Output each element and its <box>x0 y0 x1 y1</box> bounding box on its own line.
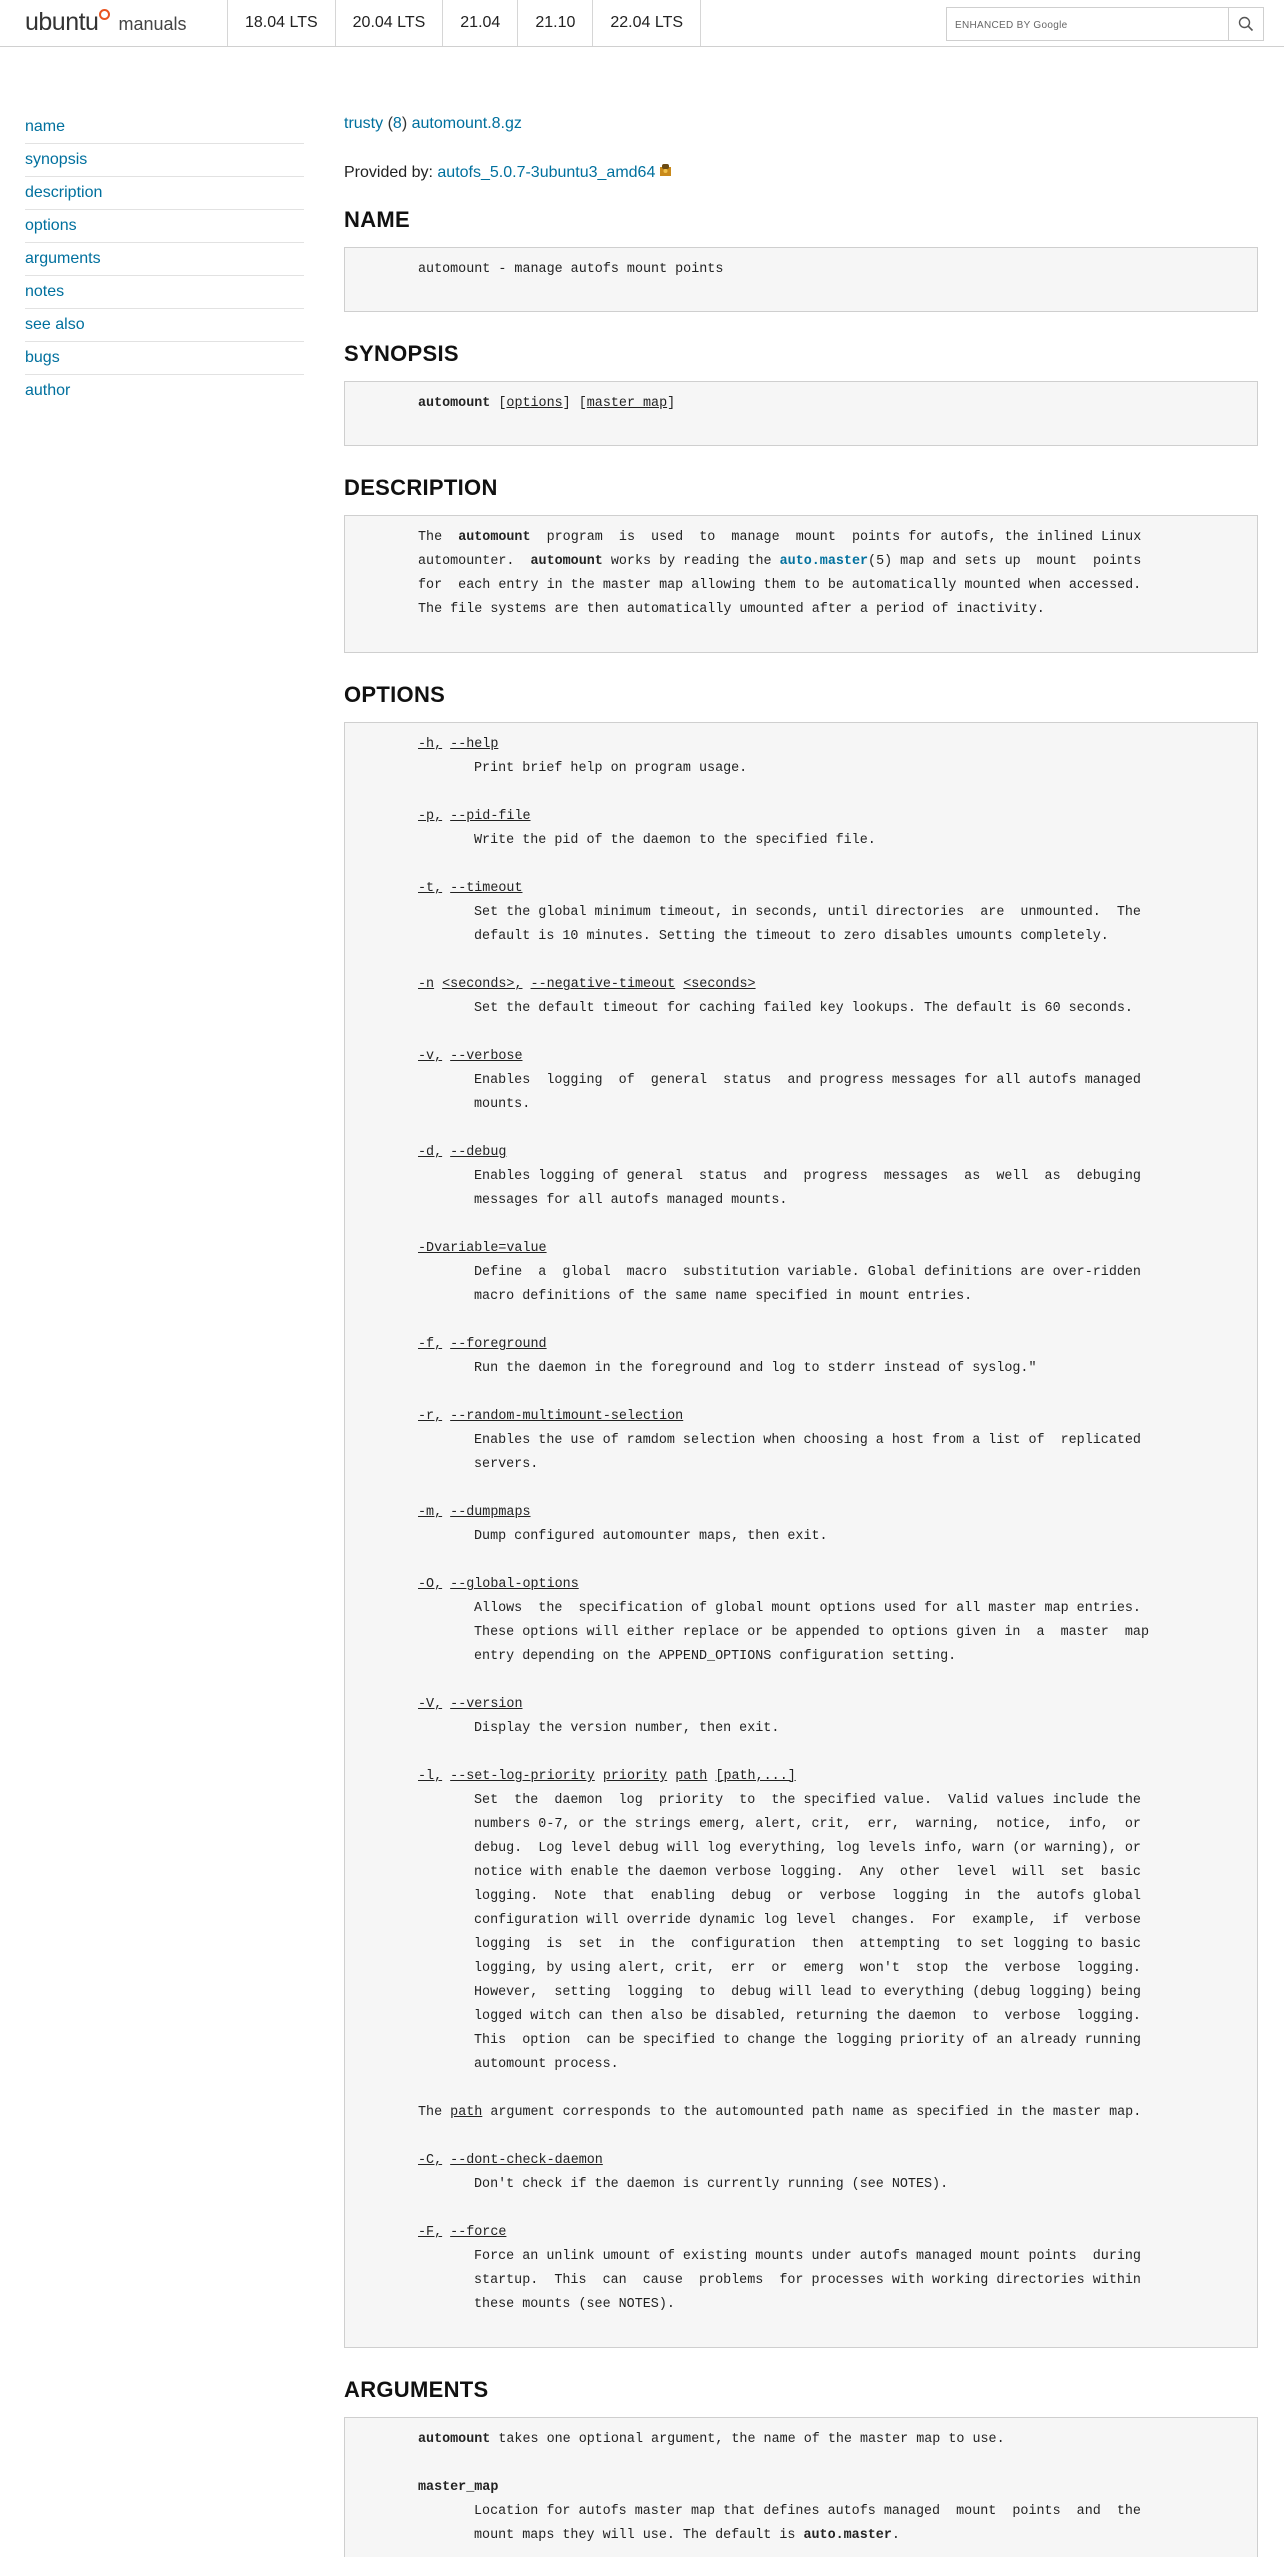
sidebar-item-name[interactable]: name <box>25 112 304 144</box>
brand-wordmark: ubuntu <box>25 8 99 36</box>
tab-release-22-04[interactable]: 22.04 LTS <box>592 0 701 46</box>
search-box <box>946 7 1264 41</box>
sidebar-item-description[interactable]: description <box>25 178 304 210</box>
section-heading-description: DESCRIPTION <box>344 475 498 500</box>
search-input[interactable] <box>947 8 1228 40</box>
sidebar-item-bugs[interactable]: bugs <box>25 343 304 375</box>
option-verbose: -v, --verbose Enables logging of general status and progress messages for all autofs managed mounts. <box>418 1049 1141 1112</box>
option-dont-check-daemon: -C, --dont-check-daemon Don't check if the daemon is currently running (see NOTES). <box>418 2153 949 2192</box>
ubuntu-manuals-logo[interactable] <box>25 8 187 40</box>
search-button[interactable] <box>1228 8 1263 40</box>
breadcrumb <box>344 115 1258 143</box>
option-force: -F, --force Force an unlink umount of existing mounts under autofs managed mount points during startup. This can cause problems for processes with working directories within these mounts (see NOTES). <box>418 2225 1141 2312</box>
provided-by-line <box>344 163 1258 187</box>
search-icon <box>1238 16 1254 32</box>
tab-release-18-04[interactable]: 18.04 LTS <box>227 0 335 46</box>
name-box <box>344 247 1258 312</box>
sidebar-item-see-also[interactable]: see also <box>25 310 304 342</box>
package-link[interactable]: autofs_5.0.7-3ubuntu3_amd64 <box>437 164 656 181</box>
section-heading-options: OPTIONS <box>344 682 446 707</box>
option-negative-timeout: -n <seconds>, --negative-timeout <seconds> Set the default timeout for caching failed key lookups. The default is 60 seconds. <box>418 977 1133 1016</box>
provided-by-label: Provided by: <box>344 164 438 181</box>
section-sidebar <box>25 112 304 408</box>
auto-master-link[interactable]: auto.master <box>779 554 869 569</box>
sidebar-item-arguments[interactable]: arguments <box>25 244 304 276</box>
option-pid-file: -p, --pid-file Write the pid of the daemon to the specified file. <box>418 809 876 848</box>
circle-of-friends-icon <box>99 9 110 20</box>
option-random-multimount: -r, --random-multimount-selection Enables the use of ramdom selection when choosing a host from a list of replicated servers. <box>418 1409 1141 1472</box>
synopsis-master-map: master map <box>586 396 668 411</box>
option-dumpmaps: -m, --dumpmaps Dump configured automounter maps, then exit. <box>418 1505 828 1544</box>
arguments-line-1: automount takes one optional argument, the name of the master map to use. <box>418 2432 1005 2447</box>
tab-release-21-10[interactable]: 21.10 <box>517 0 592 46</box>
option-help: -h, --help Print brief help on program usage. <box>418 737 748 776</box>
description-line-3: for each entry in the master map allowing them to be automatically mounted when accessed. <box>418 578 1142 593</box>
argument-master-map-desc-1: Location for autofs master map that defines autofs managed mount points and the <box>474 2504 1141 2519</box>
path-argument-note: The path argument corresponds to the automounted path name as specified in the master map. <box>418 2105 1142 2120</box>
sidebar-item-synopsis[interactable]: synopsis <box>25 145 304 177</box>
breadcrumb-paren-open: ( <box>383 115 393 132</box>
breadcrumb-section-link[interactable]: 8 <box>392 115 402 132</box>
synopsis-line: automount [options] [master map] <box>418 396 676 411</box>
synopsis-options: options <box>506 396 563 411</box>
sidebar-item-author[interactable]: author <box>25 382 71 399</box>
name-text: automount - manage autofs mount points <box>418 262 724 277</box>
sidebar-item-notes[interactable]: notes <box>25 277 304 309</box>
description-line-4: The file systems are then automatically umounted after a period of inactivity. <box>418 602 1045 617</box>
option-set-log-priority: -l, --set-log-priority priority path [path,...] Set the daemon log priority to the specified value. Valid values include the numbers 0-7, or the strings emerg, alert, crit, err, warning, notice, info, or debug. Log level debug will log everything, log levels info, warn (or warning), or notice with enable the daemon verbose logging. Any other level will set basic logging. Note that enabling debug or verbose logging in the autofs global configuration will override dynamic log level changes. For example, if verbose logging is set in the configuration then attempting to set logging to basic logging, by using alert, crit, err or emerg won't stop the verbose logging. However, setting logging to debug will lead to everything (debug logging) being logged witch can then also be disabled, returning the daemon to verbose logging. This option can be specified to change the logging priority of an already running automount process. <box>418 1769 1141 2072</box>
release-tabs <box>227 0 701 46</box>
option-define-variable: -Dvariable=value Define a global macro substitution variable. Global definitions are over-ridden macro definitions of the same name specified in mount entries. <box>418 1241 1141 1304</box>
option-global-options: -O, --global-options Allows the specification of global mount options used for all master map entries. These options will either replace or be appended to options given in a master map entry depending on the APPEND_OPTIONS configuration setting. <box>418 1577 1149 1664</box>
options-box <box>344 722 1258 2348</box>
section-heading-synopsis: SYNOPSIS <box>344 341 459 366</box>
description-line-2: automounter. automount works by reading the auto.master(5) map and sets up mount points <box>418 554 1142 569</box>
top-navigation-bar <box>0 0 1284 47</box>
option-timeout: -t, --timeout Set the global minimum timeout, in seconds, until directories are unmounted. The default is 10 minutes. Setting the timeout to zero disables umounts completely. <box>418 881 1141 944</box>
arguments-box <box>344 2417 1258 2557</box>
synopsis-box <box>344 381 1258 446</box>
breadcrumb-paren-close: ) <box>401 115 412 132</box>
breadcrumb-page-link[interactable]: automount.8.gz <box>411 115 522 132</box>
section-heading-arguments: ARGUMENTS <box>344 2377 489 2402</box>
argument-master-map-desc-2: mount maps they will use. The default is auto.master. <box>474 2528 900 2543</box>
section-heading-name: NAME <box>344 207 410 232</box>
option-version: -V, --version Display the version number, then exit. <box>418 1697 780 1736</box>
description-box <box>344 515 1258 653</box>
option-foreground: -f, --foreground Run the daemon in the foreground and log to stderr instead of syslog." <box>418 1337 1037 1376</box>
argument-master-map: master_map <box>418 2480 499 2495</box>
manpage-content <box>344 115 1258 2557</box>
synopsis-command: automount <box>418 396 491 411</box>
package-icon[interactable] <box>659 163 672 180</box>
tab-release-20-04[interactable]: 20.04 LTS <box>335 0 443 46</box>
breadcrumb-release-link[interactable]: trusty <box>344 115 384 132</box>
description-line-1: The automount program is used to manage mount points for autofs, the inlined Linux <box>418 530 1142 545</box>
tab-release-21-04[interactable]: 21.04 <box>442 0 517 46</box>
brand-subtitle: manuals <box>118 14 187 34</box>
option-debug: -d, --debug Enables logging of general status and progress messages as well as debuging messages for all autofs managed mounts. <box>418 1145 1141 1208</box>
sidebar-item-options[interactable]: options <box>25 211 304 243</box>
